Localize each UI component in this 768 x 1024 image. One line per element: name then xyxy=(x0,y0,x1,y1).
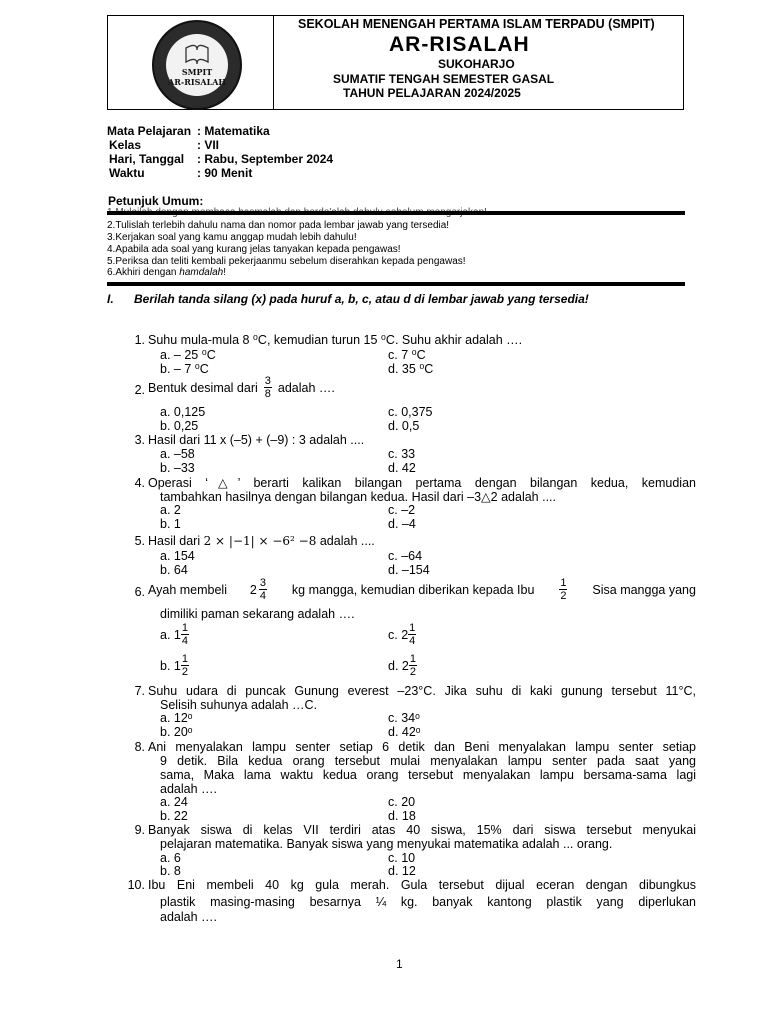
instruction-6-text: 6.Akhiri dengan xyxy=(107,267,180,278)
option-c: c. –64 xyxy=(388,549,423,563)
instruction-5: 5.Periksa dan teliti kembali pekerjaanmu sebelum diserahkan kepada pengawas! xyxy=(107,256,466,267)
meta-label: Waktu xyxy=(109,166,145,180)
fraction-numerator: 1 xyxy=(409,622,416,634)
question-10-line2: plastik masing-masing besarnya ¼ kg. banyak kantong plastik yang diperlukan xyxy=(160,895,696,909)
header-divider xyxy=(273,15,274,110)
question-6-mid: kg mangga, kemudian diberikan kepada Ibu xyxy=(291,582,535,597)
option-b: b. 0,25 xyxy=(160,419,199,433)
page-number: 1 xyxy=(396,957,403,971)
option-c: c. 0,375 xyxy=(388,405,433,419)
school-logo xyxy=(152,20,242,110)
fraction-numerator: 1 xyxy=(560,577,567,589)
instruction-2: 2.Tulislah terlebih dahulu nama dan nomor pada lembar jawab yang tersedia! xyxy=(107,220,450,231)
option-a: a. 24 xyxy=(160,795,188,809)
question-7-line1: Suhu udara di puncak Gunung everest –23°C. Jika suhu di kaki gunung tersebut 11°C, xyxy=(148,684,696,698)
meta-label: Hari, Tanggal xyxy=(109,152,185,166)
option-b: b. 22 xyxy=(160,809,188,823)
instruction-6-italic: hamdalah xyxy=(179,267,224,278)
fraction-denominator: 2 xyxy=(181,666,188,678)
option-b: b. 8 xyxy=(160,864,181,878)
question-number: 2. xyxy=(134,383,145,397)
question-6-line2: dimiliki paman sekarang adalah …. xyxy=(160,607,355,621)
fraction-numerator: 1 xyxy=(181,622,188,634)
section-text: Berilah tanda silang (x) pada huruf a, b, c, atau d di lembar jawab yang tersedia! xyxy=(134,292,589,306)
question-5-pre: Hasil dari xyxy=(148,534,201,548)
question-8-line3: sama, Maka lama waktu kedua orang tersebut menyalakan lampu bersama-sama lagi xyxy=(160,768,696,782)
option-a: a. 0,125 xyxy=(160,405,206,419)
question-number: 8. xyxy=(134,740,145,754)
question-10-line1: Ibu Eni membeli 40 kg gula merah. Gula tersebut dijual eceran dengan dibungkus xyxy=(148,878,696,892)
option-b: b. 1 xyxy=(160,517,181,531)
mixed-fraction xyxy=(250,577,269,602)
question-6-pre: Ayah membeli xyxy=(148,582,227,597)
option-d-label: d. 2 xyxy=(388,658,409,673)
fraction xyxy=(264,375,272,400)
option-c: c. 34ᵒ xyxy=(388,711,420,725)
option-a xyxy=(160,622,191,647)
book-icon xyxy=(184,42,210,66)
fraction-numerator: 1 xyxy=(409,653,416,665)
option-a: a. – 25 ⁰C xyxy=(160,348,216,362)
instruction-6 xyxy=(107,267,226,279)
logo-emblem xyxy=(166,34,228,96)
question-number: 6. xyxy=(134,585,145,599)
divider-top xyxy=(107,211,685,215)
question-9-line1: Banyak siswa di kelas VII terdiri atas 40 siswa, 15% dari siswa tersebut menyukai xyxy=(148,823,696,837)
option-a: a. 12ᵒ xyxy=(160,711,193,725)
fraction xyxy=(408,622,416,647)
question-number: 4. xyxy=(134,476,145,490)
option-a: a. 6 xyxy=(160,851,181,865)
section-number: I. xyxy=(107,292,114,306)
question-6-line1 xyxy=(148,577,696,602)
fraction xyxy=(409,653,417,678)
fraction-denominator: 8 xyxy=(264,388,271,400)
meta-date xyxy=(109,152,333,166)
question-2-pre: Bentuk desimal dari xyxy=(148,380,258,395)
school-line1: SEKOLAH MENENGAH PERTAMA ISLAM TERPADU (SMPIT) xyxy=(298,17,655,31)
school-name: AR-RISALAH xyxy=(389,33,530,56)
fraction xyxy=(181,622,189,647)
question-number: 3. xyxy=(134,433,145,447)
question-number: 5. xyxy=(134,534,145,548)
question-number: 9. xyxy=(134,823,145,837)
question-9-line2: pelajaran matematika. Banyak siswa yang menyukai matematika adalah ... orang. xyxy=(160,837,613,851)
option-d: d. 12 xyxy=(388,864,416,878)
question-8-line1: Ani menyalakan lampu senter setiap 6 detik dan Beni menyalakan lampu senter setiap xyxy=(148,740,696,754)
meta-class xyxy=(109,138,219,152)
option-c: c. 10 xyxy=(388,851,416,865)
question-8-line4: adalah …. xyxy=(160,782,217,796)
option-d xyxy=(388,653,419,678)
option-c-label: c. 2 xyxy=(388,627,409,642)
meta-value: : 90 Menit xyxy=(197,166,253,180)
meta-subject xyxy=(107,124,270,138)
question-3-text: Hasil dari 11 x (–5) + (–9) : 3 adalah .... xyxy=(148,433,365,447)
instruction-6-end: ! xyxy=(223,267,226,278)
question-10-line3: adalah …. xyxy=(160,910,217,924)
instruction-4: 4.Apabila ada soal yang kurang jelas tanyakan kepada pengawas! xyxy=(107,244,401,255)
option-a: a. 2 xyxy=(160,503,181,517)
question-2-post: adalah …. xyxy=(277,380,335,395)
question-number: 1. xyxy=(134,333,145,347)
option-d: d. 35 ⁰C xyxy=(388,362,434,376)
question-7-line2: Selisih suhunya adalah …C. xyxy=(160,698,318,712)
fraction-numerator: 1 xyxy=(181,653,188,665)
option-d: d. –4 xyxy=(388,517,416,531)
fraction xyxy=(259,577,267,602)
question-6-post: Sisa mangga yang xyxy=(592,582,696,597)
question-4-line2: tambahkan hasilnya dengan bilangan kedua. Hasil dari –3△2 adalah .... xyxy=(160,490,556,504)
logo-text-line2: AR-RISALAH xyxy=(168,77,226,87)
school-year: TAHUN PELAJARAN 2024/2025 xyxy=(343,86,521,100)
option-c xyxy=(388,622,418,647)
option-c: c. 20 xyxy=(388,795,416,809)
whole-number: 2 xyxy=(249,582,257,597)
option-d: d. 18 xyxy=(388,809,416,823)
fraction xyxy=(181,653,189,678)
instructions-title: Petunjuk Umum: xyxy=(108,194,204,208)
question-1-text: Suhu mula-mula 8 ⁰C, kemudian turun 15 ⁰C. Suhu akhir adalah …. xyxy=(148,333,523,347)
option-b: b. 20ᵒ xyxy=(160,725,193,739)
logo-text-line1: SMPIT xyxy=(181,67,213,77)
divider-bottom xyxy=(107,282,685,286)
fraction-denominator: 2 xyxy=(409,666,416,678)
option-d: d. 42 xyxy=(388,461,416,475)
option-c: c. 7 ⁰C xyxy=(388,348,426,362)
fraction xyxy=(559,577,567,602)
meta-value: : Rabu, September 2024 xyxy=(197,152,334,166)
meta-value: : VII xyxy=(197,138,220,152)
option-a: a. 154 xyxy=(160,549,195,563)
meta-value: : Matematika xyxy=(197,124,270,138)
section-title xyxy=(107,292,589,306)
option-b: b. –33 xyxy=(160,461,195,475)
meta-time xyxy=(109,166,252,180)
option-b-label: b. 1 xyxy=(160,658,181,673)
option-b: b. – 7 ⁰C xyxy=(160,362,209,376)
school-city: SUKOHARJO xyxy=(438,57,515,71)
question-number: 10. xyxy=(127,878,145,892)
option-a: a. –58 xyxy=(160,447,195,461)
question-number: 7. xyxy=(134,684,145,698)
option-d: d. 0,5 xyxy=(388,419,420,433)
question-2-text xyxy=(148,375,335,400)
fraction-numerator: 3 xyxy=(259,577,266,589)
question-5-expression: 2 × |−1| × −6² −8 xyxy=(203,534,317,548)
fraction-denominator: 2 xyxy=(560,590,567,602)
fraction-denominator: 4 xyxy=(409,635,416,647)
option-a-label: a. 1 xyxy=(160,627,181,642)
option-b xyxy=(160,653,191,678)
meta-label: Kelas xyxy=(109,138,142,152)
fraction-numerator: 3 xyxy=(264,375,271,387)
instruction-3: 3.Kerjakan soal yang kamu anggap mudah lebih dahulu! xyxy=(107,232,357,243)
option-c: c. 33 xyxy=(388,447,416,461)
option-b: b. 64 xyxy=(160,563,188,577)
meta-label: Mata Pelajaran xyxy=(107,124,192,138)
exam-title: SUMATIF TENGAH SEMESTER GASAL xyxy=(333,72,555,86)
option-c: c. –2 xyxy=(388,503,416,517)
option-d: d. –154 xyxy=(388,563,430,577)
fraction-denominator: 4 xyxy=(259,590,266,602)
question-5-text xyxy=(148,534,375,548)
question-4-line1: Operasi ‘△’ berarti kalikan bilangan pertama dengan bilangan kedua, kemudian xyxy=(148,476,696,490)
question-5-post: adalah .... xyxy=(319,534,375,548)
fraction-denominator: 4 xyxy=(181,635,188,647)
option-d: d. 42ᵒ xyxy=(388,725,421,739)
question-8-line2: 9 detik. Bila kedua orang tersebut mulai menyalakan lampu senter pada saat yang xyxy=(160,754,696,768)
